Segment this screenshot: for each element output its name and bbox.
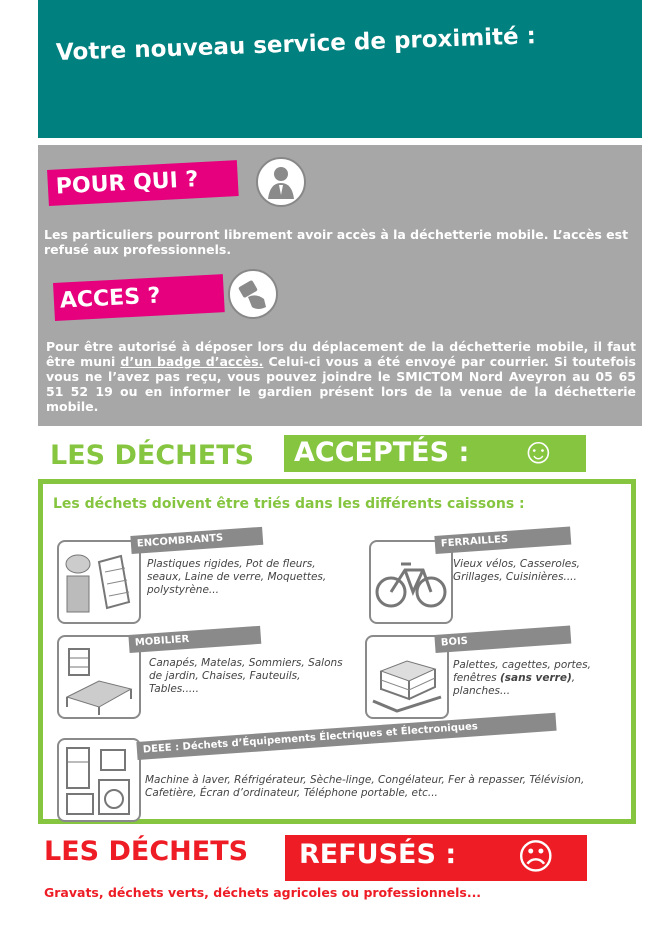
category-encombrants-label: ENCOMBRANTS [130, 527, 263, 554]
refused-title-box [285, 835, 587, 881]
category-ferrailles-label: FERRAILLES [434, 527, 571, 554]
acces-text-part1: Pour être autorisé à déposer lors du déplacement de la déchetterie mobile, il faut être muni [46, 339, 636, 369]
accepted-title-box [284, 430, 586, 472]
info-panel [38, 145, 642, 426]
accepted-title-right: ACCEPTÉS : [294, 437, 470, 468]
refused-list: Gravats, déchets verts, déchets agricoles ou professionnels... [44, 885, 482, 900]
acces-heading: ACCES ? [53, 274, 225, 321]
acces-text [46, 339, 636, 414]
pour-qui-text: Les particuliers pourront librement avoir accès à la déchetterie mobile. L’accès est refusé aux professionnels. [44, 227, 629, 257]
header-banner [38, 0, 642, 138]
acces-text-badge: d’un badge d’accès. [120, 354, 264, 369]
category-mobilier-desc: Canapés, Matelas, Sommiers, Salons de jardin, Chaises, Fauteuils, Tables..... [149, 657, 343, 695]
category-bois-desc-bold: (sans verre) [499, 672, 572, 684]
accepted-frame [38, 479, 636, 824]
category-bois-desc [453, 659, 628, 698]
refused-title-left: LES DÉCHETS [44, 836, 249, 867]
badge-hand-icon [228, 269, 278, 319]
refused-title-right: REFUSÉS : [299, 839, 457, 870]
category-mobilier-label: MOBILIER [128, 626, 261, 653]
category-ferrailles-desc: Vieux vélos, Casseroles, Grillages, Cuisinières.... [453, 558, 581, 583]
sorting-intro: Les déchets doivent être triés dans les différents caissons : [53, 496, 525, 512]
appliances-icon [57, 738, 141, 822]
category-encombrants-desc: Plastiques rigides, Pot de fleurs, seaux, Laine de verre, Moquettes, polystyrène... [147, 558, 327, 596]
smiley-happy-icon: ☺ [520, 430, 557, 471]
acces-text-part2: Celui-ci vous a été envoyé par courrier. Si toutefois vous ne l’avez pas reçu, vous pouvez joindre le SMICTOM Nord Aveyron au 05 65 51 52 19 ou en informer le gardien présent lors de la venue de la déchetterie mobile. [46, 354, 636, 414]
category-bois-desc-part1: Palettes, cagettes, portes, fenêtres [453, 659, 591, 684]
category-bois-label: BOIS [434, 626, 571, 653]
bulky-waste-icon [57, 540, 141, 624]
category-deee-label: DEEE : Déchets d’Équipements Électriques et Électroniques [136, 713, 556, 760]
person-icon [256, 157, 306, 207]
category-bois-desc-part2: , planches... [453, 672, 576, 697]
smiley-sad-icon: ☹ [517, 836, 555, 877]
category-deee-desc: Machine à laver, Réfrigérateur, Sèche-linge, Congélateur, Fer à repasser, Télévision, Cafetière, Écran d’ordinateur, Téléphone portable, etc... [145, 774, 585, 799]
page-title: Votre nouveau service de proximité : [55, 23, 537, 66]
accepted-title-left: LES DÉCHETS [50, 440, 255, 471]
pour-qui-heading: POUR QUI ? [47, 160, 239, 206]
